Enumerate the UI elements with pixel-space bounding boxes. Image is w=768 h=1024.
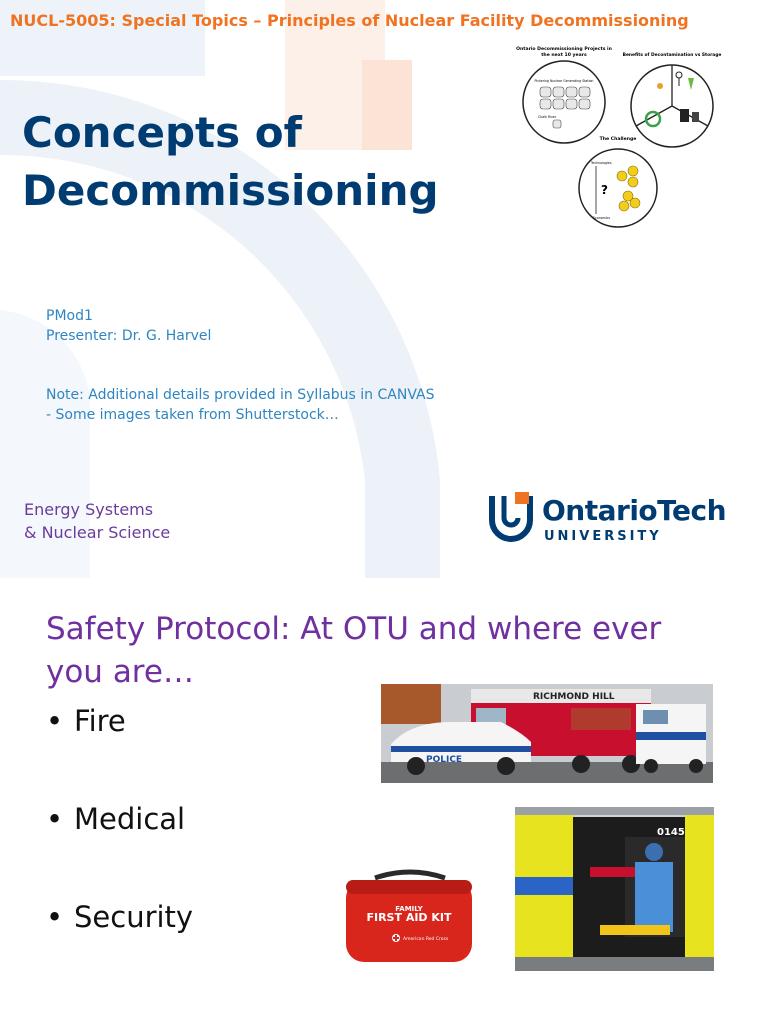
dept-line: & Nuclear Science: [24, 523, 171, 542]
safety-title: [46, 608, 736, 694]
bullet-fire: [46, 704, 126, 738]
title-line: Concepts of: [22, 108, 302, 157]
kit-label: FAMILY: [395, 905, 423, 913]
slide-title: [22, 104, 492, 220]
department-name: [24, 498, 170, 544]
diagram-heading: Ontario Decommissioning Projects in: [516, 47, 612, 52]
title-line: Decommissioning: [22, 166, 439, 215]
logo-wordmark: OntarioTech: [542, 494, 727, 527]
title-line: you are…: [46, 654, 194, 690]
dept-line: Energy Systems: [24, 500, 154, 519]
decommissioning-diagram: [508, 38, 724, 234]
diagram-heading: Benefits of Decontamination vs Storage: [622, 53, 722, 58]
module-info: [46, 306, 211, 346]
kit-brand: American Red Cross: [403, 937, 449, 942]
diagram-heading: The Challenge: [599, 137, 637, 142]
red-cross-icon: [392, 934, 400, 942]
question-mark: ?: [601, 183, 608, 197]
bullet-text: Medical: [74, 802, 186, 836]
diagram-label: Technologies: [591, 161, 612, 165]
police-car-text: POLICE: [426, 755, 463, 765]
bullet-text: Fire: [74, 704, 126, 738]
ambulance-photo: [515, 807, 714, 971]
ambulance-number: 0145: [657, 827, 685, 838]
ontariotech-logo-icon: [488, 490, 534, 546]
bullet-dot: •: [46, 704, 64, 738]
diagram-label: Pickering Nuclear Generating Station: [534, 79, 594, 83]
title-line: Safety Protocol: At OTU and where ever: [46, 611, 662, 647]
presenter: Presenter: Dr. G. Harvel: [46, 328, 212, 344]
safety-slide: [0, 586, 768, 1024]
truck-sign: RICHMOND HILL: [533, 692, 615, 702]
bullet-text: Security: [74, 900, 194, 934]
note-line: - Some images taken from Shutterstock…: [46, 407, 339, 423]
bullet-medical: [46, 802, 185, 836]
kit-label: FIRST AID KIT: [366, 911, 452, 924]
bullet-dot: •: [46, 802, 64, 836]
module-code: PMod1: [46, 308, 93, 324]
course-header: NUCL-5005: Special Topics – Principles of Nuclear Facility Decommissioning: [10, 11, 689, 30]
diagram-label: Chalk River: [538, 115, 557, 119]
bullet-security: [46, 900, 193, 934]
note-text: [46, 385, 434, 425]
logo-subtitle: UNIVERSITY: [544, 529, 662, 544]
diagram-heading: the next 10 years: [541, 53, 587, 58]
note-line: Note: Additional details provided in Syllabus in CANVAS: [46, 387, 435, 403]
first-aid-kit-photo: [340, 866, 478, 966]
bullet-dot: •: [46, 900, 64, 934]
emergency-vehicles-photo: [381, 684, 713, 783]
coin-icon: [657, 83, 663, 89]
diagram-label: Economics: [593, 216, 611, 220]
